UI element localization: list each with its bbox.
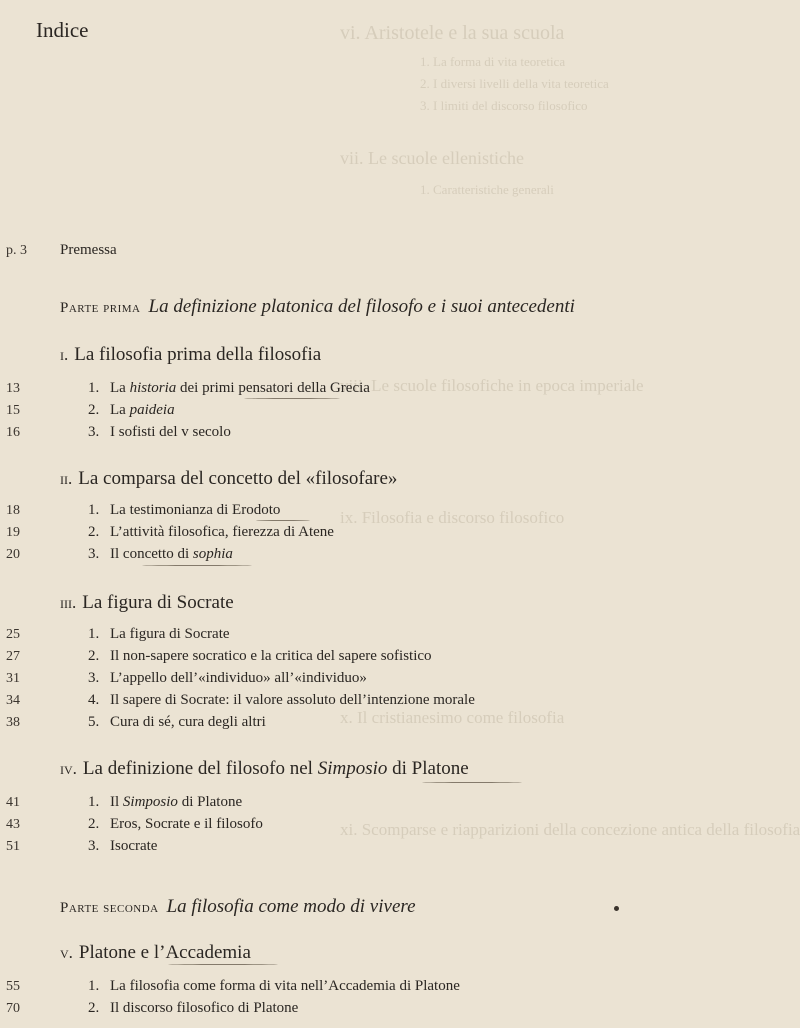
section-number: 2. — [88, 648, 100, 664]
entry-text: Il discorso filosofico di Platone — [110, 1000, 299, 1016]
pencil-underline — [244, 398, 340, 399]
pencil-underline — [256, 520, 310, 521]
pencil-underline — [142, 565, 252, 566]
page-number: 19 — [6, 525, 20, 540]
section-number: 2. — [88, 1000, 100, 1016]
bleed-through-text: 1. La forma di vita teoretica — [420, 54, 566, 69]
part-heading — [60, 296, 575, 318]
toc-entry — [88, 626, 230, 643]
chapter-number: ii. — [60, 469, 73, 488]
bleed-through-text: viii. Le scuole filosofiche in epoca imperiale — [340, 376, 644, 395]
section-number: 2. — [88, 816, 100, 832]
chapter-number: iv. — [60, 759, 77, 778]
section-number: 1. — [88, 626, 100, 642]
part-label: Parte prima — [60, 300, 141, 316]
section-number: 3. — [88, 546, 100, 562]
section-number: 3. — [88, 424, 100, 440]
entry-italic: sophia — [192, 546, 233, 562]
chapter-number: i. — [60, 345, 69, 364]
entry-text: di Platone — [177, 794, 243, 810]
section-number: 1. — [88, 502, 100, 518]
section-number: 5. — [88, 714, 100, 730]
entry-text: La testimonianza di Erodoto — [110, 502, 281, 518]
entry-text: I sofisti del v secolo — [110, 424, 231, 440]
entry-text: dei primi pensatori della Grecia — [176, 380, 370, 396]
page-number: 34 — [6, 693, 20, 708]
toc-entry — [88, 524, 334, 541]
chapter-title: La filosofia prima della filosofia — [74, 344, 322, 365]
chapter-number: iii. — [60, 593, 77, 612]
chapter-heading — [60, 468, 397, 490]
entry-italic: historia — [129, 380, 177, 396]
toc-entry — [88, 816, 263, 833]
page-number: 70 — [6, 1001, 20, 1016]
page-number: 18 — [6, 503, 20, 518]
page-number: 25 — [6, 627, 20, 642]
entry-italic: paideia — [129, 402, 175, 418]
section-number: 3. — [88, 838, 100, 854]
chapter-title: Platone e l’Accademia — [78, 942, 251, 963]
page-number: p. 3 — [6, 243, 27, 258]
entry-text: Il — [110, 794, 123, 810]
part-label: Parte seconda — [60, 900, 159, 916]
entry-text: Eros, Socrate e il filosofo — [110, 816, 263, 832]
page-number: 13 — [6, 381, 20, 396]
entry-text: L’attività filosofica, fierezza di Atene — [110, 524, 334, 540]
entry-italic: Simposio — [122, 794, 178, 810]
entry-text: L’appello dell’«individuo» all’«individuo» — [110, 670, 367, 686]
page-number: 16 — [6, 425, 20, 440]
toc-entry — [88, 978, 460, 995]
toc-entry — [88, 546, 233, 563]
chapter-heading — [60, 592, 234, 614]
chapter-heading — [60, 758, 469, 780]
part-heading — [60, 896, 416, 918]
chapter-heading — [60, 942, 251, 964]
bleed-through-text: xi. Scomparse e riapparizioni della concezione antica della filosofia — [340, 820, 800, 839]
bleed-through-text: x. Il cristianesimo come filosofia — [340, 708, 565, 727]
toc-entry — [88, 648, 432, 665]
page-number: 38 — [6, 715, 20, 730]
page-number: 41 — [6, 795, 20, 810]
page-title: Indice — [36, 18, 89, 42]
bleed-through-text: 3. I limiti del discorso filosofico — [420, 98, 588, 113]
page-number: 51 — [6, 839, 20, 854]
toc-entry — [88, 838, 157, 855]
chapter-number: v. — [60, 943, 73, 962]
section-number: 2. — [88, 524, 100, 540]
entry-text: La — [110, 380, 130, 396]
toc-entry-premessa: Premessa — [60, 242, 117, 258]
part-title: La definizione platonica del filosofo e i suoi antecedenti — [148, 296, 575, 317]
entry-text: Isocrate — [110, 838, 158, 854]
bleed-through-text: vii. Le scuole ellenistiche — [340, 148, 524, 168]
toc-entry — [88, 670, 367, 687]
toc-entry — [88, 692, 475, 709]
pencil-underline — [168, 964, 278, 965]
page-number: 31 — [6, 671, 20, 686]
chapter-title-italic: Simposio — [317, 758, 388, 779]
chapter-title: di Platone — [387, 758, 469, 779]
pencil-underline — [422, 782, 522, 783]
entry-text: Il concetto di — [110, 546, 193, 562]
entry-text: La figura di Socrate — [110, 626, 230, 642]
part-title: La filosofia come modo di vivere — [166, 896, 416, 917]
toc-entry — [88, 1000, 298, 1017]
toc-entry — [88, 794, 242, 811]
chapter-title: La figura di Socrate — [82, 592, 234, 613]
page-number: 20 — [6, 547, 20, 562]
toc-entry — [88, 380, 370, 397]
bleed-through-text: 1. Caratteristiche generali — [420, 182, 554, 197]
entry-text: La filosofia come forma di vita nell’Accademia di Platone — [110, 978, 460, 994]
section-number: 1. — [88, 794, 100, 810]
section-number: 2. — [88, 402, 100, 418]
section-number: 1. — [88, 380, 100, 396]
section-number: 1. — [88, 978, 100, 994]
chapter-title: La comparsa del concetto del «filosofare» — [78, 468, 398, 489]
section-number: 3. — [88, 670, 100, 686]
entry-text: Il sapere di Socrate: il valore assoluto dell’intenzione morale — [110, 692, 475, 708]
toc-entry — [88, 714, 266, 731]
section-number: 4. — [88, 692, 100, 708]
page-number: 43 — [6, 817, 20, 832]
page-number: 55 — [6, 979, 20, 994]
toc-entry — [88, 502, 280, 519]
bleed-through-text: ix. Filosofia e discorso filosofico — [340, 508, 565, 527]
entry-text: La — [110, 402, 130, 418]
toc-entry — [88, 424, 231, 441]
page-number: 15 — [6, 403, 20, 418]
ink-dot — [614, 906, 619, 911]
bleed-through-text: vi. Aristotele e la sua scuola — [340, 22, 565, 44]
entry-text: Il non-sapere socratico e la critica del sapere sofistico — [110, 648, 432, 664]
chapter-title: La definizione del filosofo nel — [82, 758, 318, 779]
chapter-heading — [60, 344, 321, 366]
toc-entry — [88, 402, 175, 419]
bleed-through-text: 2. I diversi livelli della vita teoretica — [420, 76, 609, 91]
entry-text: Cura di sé, cura degli altri — [110, 714, 266, 730]
page-number: 27 — [6, 649, 20, 664]
